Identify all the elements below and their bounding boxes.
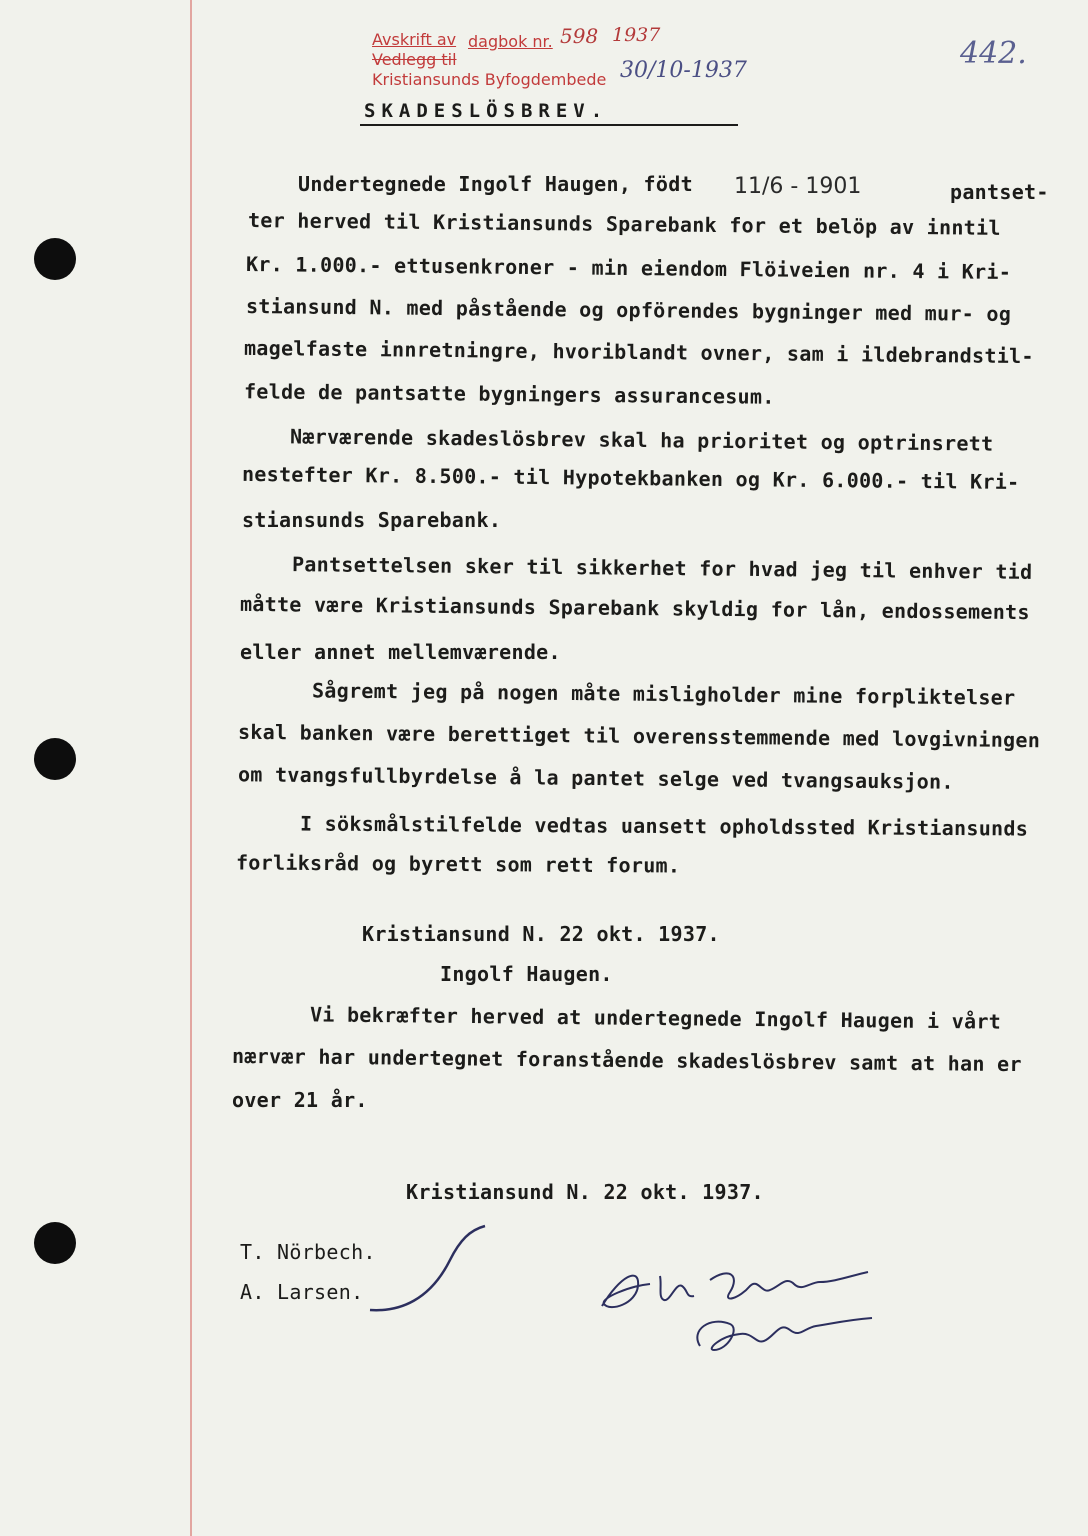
punch-hole xyxy=(34,238,76,280)
stamp-office: Kristiansunds Byfogdembede xyxy=(372,70,607,89)
witness-2: A. Larsen. xyxy=(240,1280,364,1304)
body-line: stiansunds Sparebank. xyxy=(242,508,502,532)
stamp-avskrift: Avskrift av xyxy=(372,30,457,49)
body-line: stiansund N. med påstående og opförendes bygninger med mur- og xyxy=(245,293,1012,327)
witness-signature-mark xyxy=(360,1220,500,1320)
birth-date: 11/6 - 1901 xyxy=(734,174,862,199)
witness-1: T. Nörbech. xyxy=(240,1240,376,1264)
stamp-entry-number: 598 xyxy=(560,24,599,48)
body-line: I söksmålstilfelde vedtas uansett opholdssted Kristiansunds xyxy=(299,811,1029,841)
body-line: måtte være Kristiansunds Sparebank skyldig for lån, endossements xyxy=(239,591,1030,625)
document-title: SKADESLÖSBREV. xyxy=(364,100,609,122)
title-underline xyxy=(360,124,738,126)
body-line: Sågremt jeg på nogen måte misligholder mine forpliktelser xyxy=(311,678,1016,710)
body-line: skal banken være berettiget til overensstemmende med lovgivningen xyxy=(237,719,1041,753)
body-line: nestefter Kr. 8.500.- til Hypotekbanken og Kr. 6.000.- til Kri- xyxy=(241,461,1020,495)
stamp-dagbok: dagbok nr. xyxy=(468,32,553,51)
place-date: Kristiansund N. 22 okt. 1937. xyxy=(362,922,720,946)
body-line: om tvangsfullbyrdelse å la pantet selge ved tvangsauksjon. xyxy=(237,762,954,794)
signatory-name: Ingolf Haugen. xyxy=(440,962,613,986)
body-line: magelfaste innretningre, hvoriblandt ovner, sam i ildebrandstil- xyxy=(243,335,1034,369)
body-line: ter herved til Kristiansunds Sparebank for et belöp av inntil xyxy=(247,208,1001,240)
body-line: Pantsettelsen sker til sikkerhet for hvad jeg til enhver tid xyxy=(291,552,1033,584)
body-line: Kr. 1.000.- ettusenkroner - min eiendom Flöiveien nr. 4 i Kri- xyxy=(245,251,1012,285)
handwritten-signature xyxy=(590,1246,890,1376)
page-number: 442. xyxy=(960,36,1027,71)
body-line: felde de pantsatte bygningers assurancesum. xyxy=(243,379,775,409)
punch-hole xyxy=(34,1222,76,1264)
body-line: forliksråd og byrett som rett forum. xyxy=(235,850,681,878)
stamp-date: 30/10-1937 xyxy=(620,58,747,83)
body-line: eller annet mellemværende. xyxy=(240,640,561,664)
stamp-year: 1937 xyxy=(612,24,661,46)
punch-hole xyxy=(34,738,76,780)
margin-rule xyxy=(190,0,192,1536)
body-line: Vi bekræfter herved at undertegnede Ingolf Haugen i vårt xyxy=(309,1002,1002,1034)
body-line: pantset- xyxy=(950,180,1049,204)
body-line: Undertegnede Ingolf Haugen, födt xyxy=(298,172,693,196)
body-line: Nærværende skadeslösbrev skal ha prioritet og optrinsrett xyxy=(289,424,994,456)
witness-place-date: Kristiansund N. 22 okt. 1937. xyxy=(406,1180,764,1204)
body-line: nærvær har undertegnet foranstående skadeslösbrev samt at han er xyxy=(231,1043,1022,1077)
stamp-vedlegg: Vedlegg til xyxy=(372,50,457,69)
body-line: over 21 år. xyxy=(232,1088,368,1112)
